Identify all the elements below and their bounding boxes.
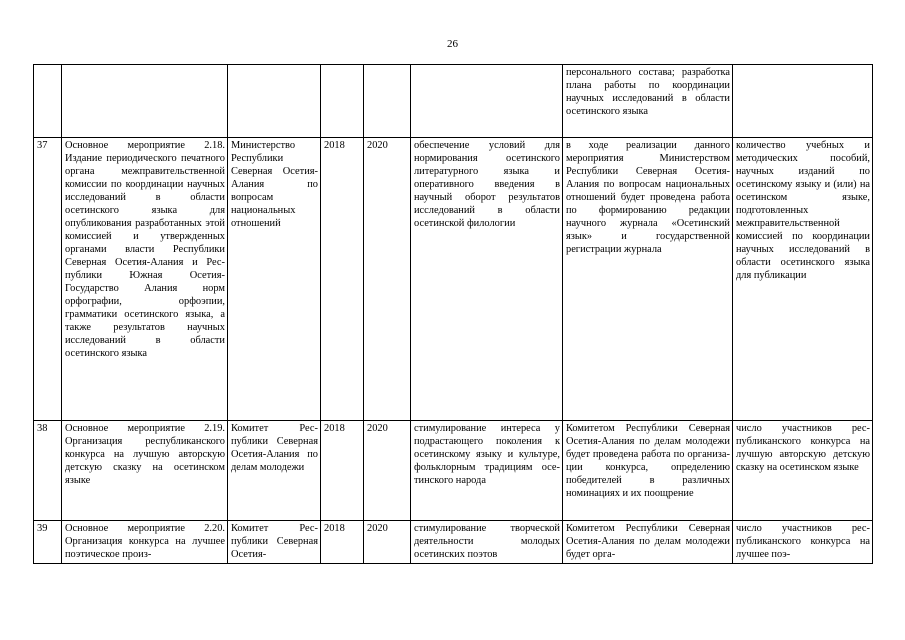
cell-goal: обеспечение условий для нормирования осетинского литературного языка и оперативного введения в научный оборот результатов исследований в области осетинской филологии xyxy=(411,138,563,421)
cell-end-year: 2020 xyxy=(364,521,411,564)
cell-expected-result: Комитетом Республики Северная Осетия-Алания по делам молодежи будет орга- xyxy=(563,521,733,564)
cell-measure-name: Основное мероприятие 2.20. Организация конкурса на лучшее поэтическое произ- xyxy=(62,521,228,564)
cell-start-year xyxy=(321,65,364,138)
cell-start-year: 2018 xyxy=(321,521,364,564)
table-row xyxy=(34,138,873,421)
page-number: 26 xyxy=(447,38,458,50)
cell-indicator: число участников республиканского конкурса на лучшее поэ- xyxy=(733,521,873,564)
cell-start-year: 2018 xyxy=(321,138,364,421)
cell-goal xyxy=(411,65,563,138)
table-row xyxy=(34,521,873,564)
cell-start-year: 2018 xyxy=(321,421,364,521)
cell-expected-result: Комитетом Республики Северная Осетия-Алания по делам молодежи будет проведена работа по организации конкурса, определению победителей в различных номинациях и их поощрение xyxy=(563,421,733,521)
table-row-continuation xyxy=(34,65,873,138)
cell-number: 38 xyxy=(34,421,62,521)
cell-indicator: число участников республиканского конкурса на лучшую авторскую детскую сказку на осетинском языке xyxy=(733,421,873,521)
cell-measure-name: Основное мероприятие 2.18. Издание периодического печатного органа межправительственной комиссии по координации научных исследований в области осетинского языка для опубликования разработанных этой комиссией и утвержденных органами власти Республики Северная Осетия-Алания и Республики Южная Осетия-Государство Алания норм орфографии, орфоэпии, грамматики осетинского языка, а также результатов научных исследований в области осетинского языка xyxy=(62,138,228,421)
cell-measure-name xyxy=(62,65,228,138)
cell-end-year xyxy=(364,65,411,138)
cell-indicator xyxy=(733,65,873,138)
cell-executor xyxy=(228,65,321,138)
cell-number: 37 xyxy=(34,138,62,421)
cell-executor: Комитет Республики Северная Осетия- xyxy=(228,521,321,564)
cell-end-year: 2020 xyxy=(364,421,411,521)
cell-expected-result: в ходе реализации данного мероприятия Министерством Республики Северная Осетия-Алания по вопросам национальных отношений будет проведена работа по формированию редакции научного журнала «Осетинский язык» и государственной регистрации журнала xyxy=(563,138,733,421)
cell-end-year: 2020 xyxy=(364,138,411,421)
cell-goal: стимулирование творческой деятельности молодых осетинских поэтов xyxy=(411,521,563,564)
cell-number: 39 xyxy=(34,521,62,564)
cell-indicator: количество учебных и методических пособий, научных изданий по осетинскому языку и (или) на осетинском языке, подготовленных межправительственной комиссией по координации научных исследований в области осетинского языка для публикации xyxy=(733,138,873,421)
cell-number xyxy=(34,65,62,138)
cell-measure-name: Основное мероприятие 2.19. Организация республиканского конкурса на лучшую авторскую детскую сказку на осетинском языке xyxy=(62,421,228,521)
table-row xyxy=(34,421,873,521)
cell-expected-result: персонального состава; разработка плана работы по координации научных исследований в области осетинского языка xyxy=(563,65,733,138)
cell-goal: стимулирование интереса у подрастающего поколения к осетинскому языку и культуре, фольклорным традициям осетинского народа xyxy=(411,421,563,521)
cell-executor: Министерство Республики Северная Осетия-Алания по вопросам национальных отношений xyxy=(228,138,321,421)
measures-table xyxy=(33,64,873,564)
cell-executor: Комитет Республики Северная Осетия-Алания по делам молодежи xyxy=(228,421,321,521)
